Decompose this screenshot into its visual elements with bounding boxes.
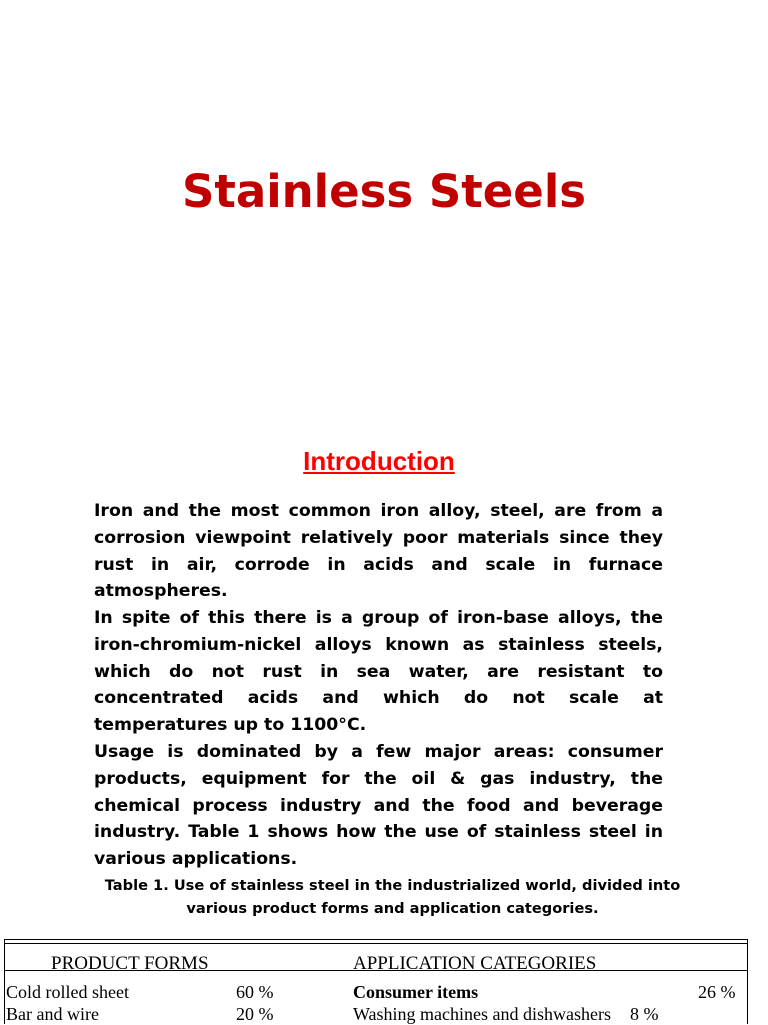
paragraph-3: Usage is dominated by a few major areas: consumer products, equipment for the oil & gas industry, the chemical process industry and the food and beverage industry. Table 1 shows how the use of stainless steel in various applications. — [94, 742, 663, 870]
paragraph-1: Iron and the most common iron alloy, steel, are from a corrosion viewpoint relatively poor materials since they rust in air, corrode in acids and scale in furnace atmospheres. — [94, 501, 663, 602]
table-left-border — [4, 939, 5, 1024]
paragraph-2: In spite of this there is a group of iron-base alloys, the iron-chromium-nickel alloys known as stainless steels, which do not rust in sea water, are resistant to concentrated acids and which do not scale at temperatures up to 1100°C. — [94, 608, 663, 736]
table-top-rule — [4, 939, 748, 940]
table-cell-application-pct: 26 % — [698, 982, 736, 1002]
table-cell-application: Consumer items — [353, 982, 479, 1002]
table-cell-product-pct: 60 % — [236, 982, 274, 1002]
table-header-rule — [4, 970, 748, 971]
table-cell-application-pct: 8 % — [630, 1004, 659, 1024]
table-caption: Table 1. Use of stainless steel in the industrialized world, divided into various product forms and application categories. — [104, 877, 681, 917]
table-cell-product-pct: 20 % — [236, 1004, 274, 1024]
table-cell-application: Washing machines and dishwashers — [353, 1004, 611, 1024]
table-cell-product: Cold rolled sheet — [6, 982, 129, 1002]
header-product-forms: PRODUCT FORMS — [51, 953, 209, 974]
header-application-categories: APPLICATION CATEGORIES — [353, 953, 597, 974]
page-title: Stainless Steels — [181, 165, 587, 218]
usage-table — [4, 939, 748, 1024]
table-cell-product: Bar and wire — [6, 1004, 99, 1024]
section-heading: Introduction — [303, 446, 455, 476]
table-top-rule-inner — [4, 943, 748, 944]
table-right-border — [747, 939, 748, 1024]
